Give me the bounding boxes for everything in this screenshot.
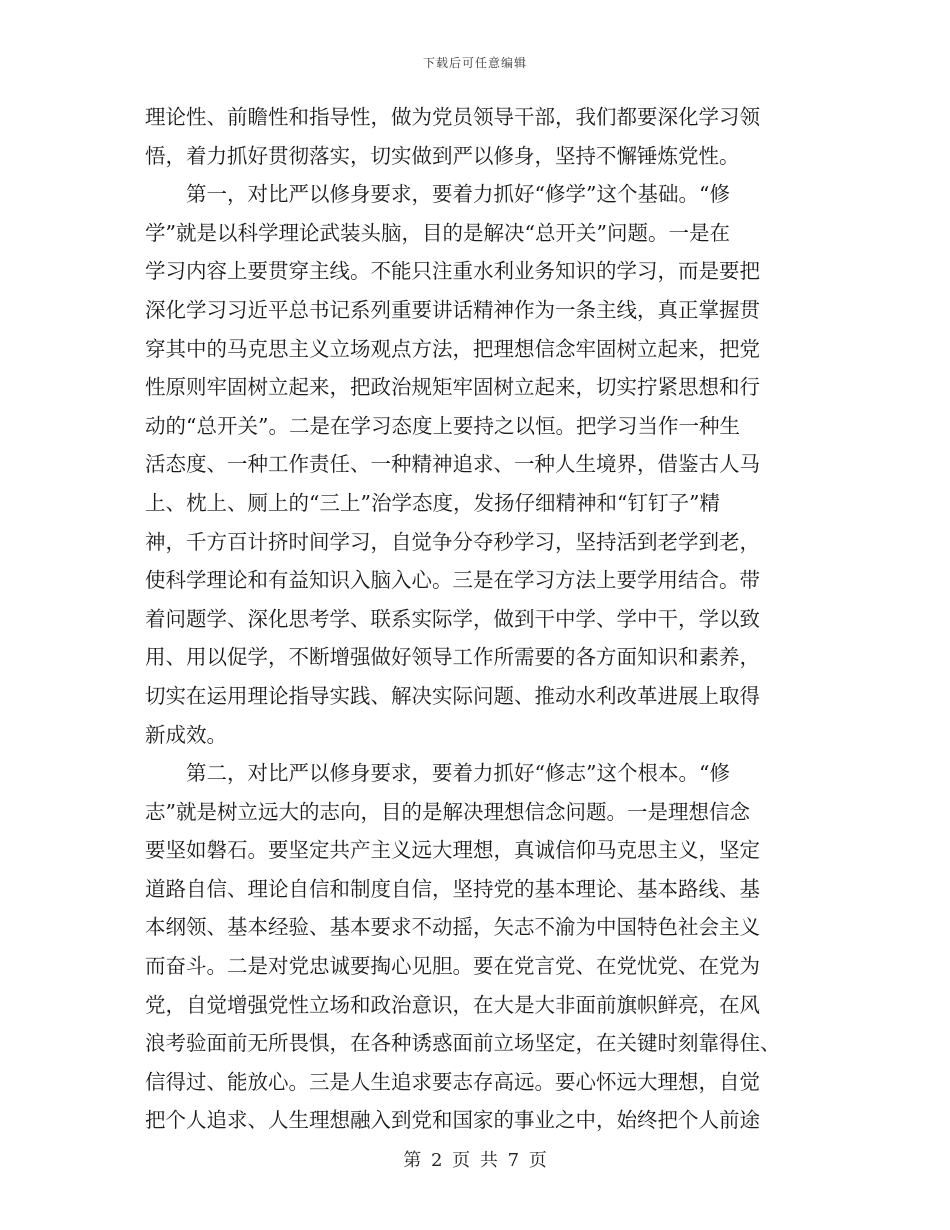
text-line: 动的“总开关”。二是在学习态度上要持之以恒。把学习当作一种生	[145, 413, 740, 438]
text-line: 党，自觉增强党性立场和政治意识，在大是大非面前旗帜鲜亮，在风	[145, 992, 760, 1017]
page-header: 下载后可任意编辑	[422, 56, 527, 70]
text-line: 理论性、前瞻性和指导性，做为党员领导干部，我们都要深化学习领	[145, 105, 760, 129]
text-line: 要坚如磐石。要坚定共产主义远大理想，真诚信仰马克思主义，坚定	[145, 838, 760, 863]
text-line: 本纲领、基本经验、基本要求不动摇，矢志不渝为中国特色社会主义	[145, 915, 760, 940]
text-line: 信得过、能放心。三是人生追求要志存高远。要心怀远大理想，自觉	[145, 1069, 760, 1094]
paragraph-start-line: 第二，对比严以修身要求，要着力抓好“修志”这个根本。“修	[186, 761, 730, 786]
paragraph-start-line: 第一，对比严以修身要求，要着力抓好“修学”这个基础。“修	[186, 182, 730, 207]
text-line: 学”就是以科学理论武装头脑，目的是解决“总开关”问题。一是在	[145, 220, 730, 245]
text-line: 学习内容上要贯穿主线。不能只注重水利业务知识的学习，而是要把	[145, 259, 760, 284]
text-line: 性原则牢固树立起来，把政治规矩牢固树立起来，切实拧紧思想和行	[145, 375, 760, 400]
text-line: 着问题学、深化思考学、联系实际学，做到干中学、学中干，学以致	[145, 606, 760, 631]
text-line: 切实在运用理论指导实践、解决实际问题、推动水利改革进展上取得	[145, 683, 760, 708]
text-line: 使科学理论和有益知识入脑入心。三是在学习方法上要学用结合。带	[145, 568, 760, 593]
document-body	[145, 98, 810, 1140]
text-line: 新成效。	[145, 722, 227, 747]
text-line: 而奋斗。二是对党忠诚要掏心见胆。要在党言党、在党忧党、在党为	[145, 954, 760, 979]
text-line: 用、用以促学，不断增强做好领导工作所需要的各方面知识和素养，	[145, 645, 760, 670]
text-line: 道路自信、理论自信和制度自信，坚持党的基本理论、基本路线、基	[145, 876, 760, 901]
text-line: 志”就是树立远大的志向，目的是解决理想信念问题。一是理想信念	[145, 799, 750, 824]
text-line: 深化学习习近平总书记系列重要讲话精神作为一条主线，真正掌握贯	[145, 297, 760, 322]
text-line: 把个人追求、人生理想融入到党和国家的事业之中，始终把个人前途	[145, 1108, 760, 1133]
text-line: 悟，着力抓好贯彻落实，切实做到严以修身，坚持不懈锤炼党性。	[145, 143, 740, 168]
text-line: 穿其中的马克思主义立场观点方法，把理想信念牢固树立起来，把党	[145, 336, 760, 361]
page-footer: 第 2 页 共 7 页	[403, 1150, 547, 1171]
text-line: 活态度、一种工作责任、一种精神追求、一种人生境界，借鉴古人马	[145, 452, 760, 477]
text-line: 浪考验面前无所畏惧，在各种诱惑面前立场坚定，在关键时刻靠得住、	[145, 1031, 781, 1056]
text-line: 神，千方百计挤时间学习，自觉争分夺秒学习，坚持活到老学到老，	[145, 529, 760, 554]
text-line: 上、枕上、厕上的“三上”治学态度，发扬仔细精神和“钉钉子”精	[145, 490, 720, 515]
